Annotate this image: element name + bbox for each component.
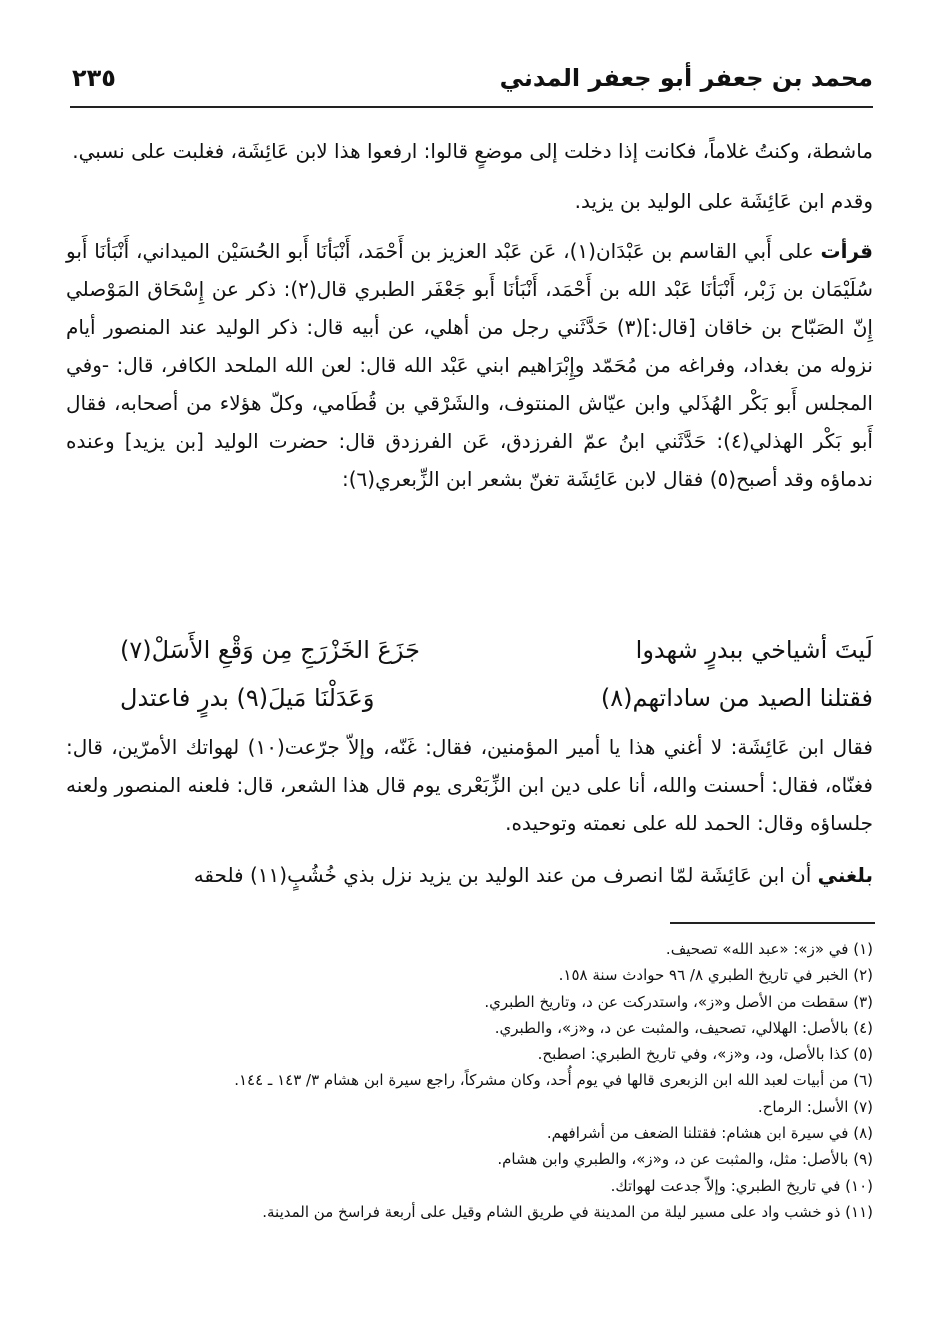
- running-header: [70, 58, 873, 108]
- lead-word: قرأت: [820, 239, 873, 263]
- footnote: (٤) بالأصل: الهلالي، تصحيف، والمثبت عن د، و«ز»، والطبري.: [494, 1018, 873, 1037]
- paragraph-closing: [66, 856, 873, 894]
- footnote: (٣) سقطت من الأصل و«ز»، واستدركت عن د، وتاريخ الطبري.: [484, 992, 873, 1011]
- verse-first-hemistich: فقتلنا الصيد من ساداتهم(٨): [600, 684, 873, 712]
- footnotes: [120, 936, 873, 1225]
- paragraph-response: فقال ابن عَائِشَة: لا أغني هذا يا أمير المؤمنين، فقال: غَنّه، وإلاّ جرّعت(١٠) لهواتك الأمرّين، قال: فغنّاه، فقال: أحسنت والله، أنا على دين ابن الزِّبَعْرى يوم قال هذا الشعر، قال: فلعنه المنصور ولعنه جلساؤه وقال: الحمد لله على نعمته وتوحيده.: [66, 735, 873, 835]
- footnote: (٩) بالأصل: مثل، والمثبت عن د، و«ز»، والطبري وابن هشام.: [497, 1150, 873, 1169]
- lead-word: بلغني: [817, 863, 873, 887]
- paragraph-opening: ماشطة، وكنتُ غلاماً، فكانت إذا دخلت إلى موضعٍ قالوا: ارفعوا هذا لابن عَائِشَة، فغلبت على نسبي.: [72, 139, 873, 163]
- verse-second-hemistich: وَعَدَلْنَا مَيلَ(٩) بدرٍ فاعتدل: [120, 684, 375, 712]
- main-text-continued: [66, 728, 873, 894]
- running-title: محمد بن جعفر أبو جعفر المدني: [499, 64, 873, 92]
- footnote: (١١) ذو خشب واد على مسير ليلة من المدينة في طريق الشام وقيل على أربعة فراسخ من المدينة.: [262, 1202, 873, 1221]
- footnote: (٦) من أبيات لعبد الله ابن الزبعرى قالها في يوم أُحد، وكان مشركاً، راجع سيرة ابن هشام ٣/ ١٤٣ ـ ١٤٤.: [234, 1071, 873, 1090]
- paragraph-isnad: [66, 232, 873, 498]
- paragraph-arrival: وقدم ابن عَائِشَة على الوليد بن يزيد.: [574, 189, 873, 213]
- verse-first-hemistich: لَيتَ أشياخي ببدرٍ شهدوا: [635, 636, 873, 664]
- verse-line: [120, 626, 873, 674]
- footnote: (١٠) في تاريخ الطبري: وإلاّ جدعت لهواتك.: [610, 1176, 873, 1195]
- main-text: [66, 132, 873, 498]
- footnote: (١) في «ز»: «عبد الله» تصحيف.: [665, 940, 873, 958]
- footnote: (٧) الأسل: الرماح.: [757, 1097, 873, 1116]
- footnote-divider: [670, 922, 875, 924]
- poem-verses: [120, 626, 873, 722]
- verse-second-hemistich: جَزَعَ الخَزْرَجِ مِن وَقْعِ الأَسَلْ(٧): [120, 636, 420, 664]
- footnote: (٨) في سيرة ابن هشام: فقتلنا الضعف من أشرافهم.: [546, 1124, 873, 1143]
- page-number: ٢٣٥: [72, 64, 116, 92]
- paragraph-closing-text: أن ابن عَائِشَة لمّا انصرف من عند الوليد بن يزيد نزل بذي خُشُبٍ(١١) فلحقه: [193, 863, 818, 887]
- verse-line: [120, 674, 873, 722]
- footnote: (٥) كذا بالأصل، ود، و«ز»، وفي تاريخ الطبري: اصطبح.: [537, 1045, 873, 1064]
- footnote: (٢) الخبر في تاريخ الطبري ٨/ ٩٦ حوادث سنة ١٥٨.: [558, 966, 873, 985]
- paragraph-isnad-text: على أَبي القاسم بن عَبْدَان(١)، عَن عَبْد العزيز بن أَحْمَد، أَنْبَأنَا أَبو الحُسَيْن الميداني، أَنْبَأنَا أَبو سُلَيْمَان بن زَبْر، أَنْبَأنَا عَبْد الله بن أَحْمَد، أَنْبَأنَا أَبو جَعْفَر الطبري قال(٢): ذكر عن إِسْحَاق المَوْصلي إِنّ الصَبّاح بن خاقان [قال:](٣) حَدَّثَني رجل من أهلي، عن أبيه قال: ذكر الوليد عند المنصور أيام نزوله من بغداد، وفراغه من مُحَمّد وإِبْرَاهيم ابني عَبْد الله قال: لعن الله الملحد الكافر، قال: -وفي المجلس أَبو بَكْر الهُذَلي وابن عيّاش المنتوف، والشَرْقي بن قُطَامي، وكلّ هؤلاء من أصحابه، فقال أَبو بَكْر الهذلي(٤): حَدَّثَني ابنُ عمّ الفرزدق، عَن الفرزدق قال: حضرت الوليد [بن يزيد] وعنده ندماؤه وقد أصبح(٥) فقال لابن عَائِشَة تغنّ بشعر ابن الزِّبعري(٦):: [66, 239, 874, 491]
